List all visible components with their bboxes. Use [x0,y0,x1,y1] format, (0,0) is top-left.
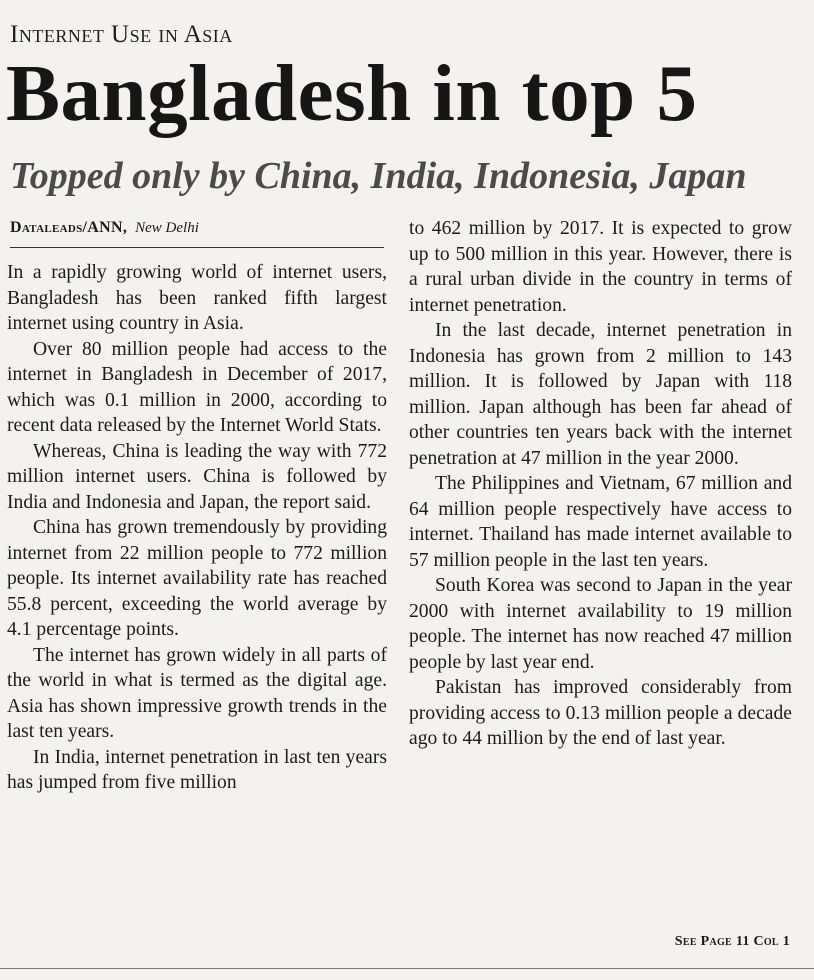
paragraph: The internet has grown widely in all parts of the world in what is termed as the digital age. Asia has shown impressive growth trends in the last ten years. [7,644,387,742]
paragraph: to 462 million by 2017. It is expected to grow up to 500 million in this year. However, there is a rural urban divide in the country in terms of internet penetration. [409,218,792,316]
paragraph: In the last decade, internet penetration in Indonesia has grown from 2 million to 143 million. It is followed by Japan with 118 million. Japan although has been far ahead of other countries ten years back with the internet penetration at 47 million in the year 2000. [409,320,792,469]
page-bottom-divider [0,968,814,969]
subheadline: Topped only by China, India, Indonesia, Japan [10,155,747,197]
paragraph: In a rapidly growing world of internet users, Bangladesh has been ranked fifth largest internet using country in Asia. [7,262,387,334]
paragraph: In India, internet penetration in last ten years has jumped from five million [7,746,387,793]
paragraph: The Philippines and Vietnam, 67 million and 64 million people respectively have access to internet. Thailand has made internet available to 57 million people in the last ten years. [409,473,792,571]
byline-divider [10,247,384,248]
byline-agency: Dataleads/ANN, [10,219,128,236]
section-kicker: Internet Use in Asia [10,21,233,48]
paragraph: South Korea was second to Japan in the year 2000 with internet availability to 19 million people. The internet has now reached 47 million people by last year end. [409,575,792,673]
paragraph: Whereas, China is leading the way with 772 million internet users. China is followed by India and Indonesia and Japan, the report said. [7,440,387,513]
continuation-jump-line: See Page 11 Col 1 [674,934,790,949]
left-column [7,260,387,796]
paragraph: Pakistan has improved considerably from providing access to 0.13 million people a decade ago to 44 million by the end of last year. [409,677,792,749]
byline [10,218,199,237]
byline-location: New Delhi [135,220,199,236]
headline: Bangladesh in top 5 [6,48,698,138]
paragraph: Over 80 million people had access to the internet in Bangladesh in December of 2017, which was 0.1 million in 2000, according to recent data released by the Internet World Stats. [7,338,387,436]
right-column [409,216,792,752]
paragraph: China has grown tremendously by providing internet from 22 million people to 772 million people. Its internet availability rate has reached 55.8 percent, exceeding the world average by 4.1 percentage points. [7,517,387,640]
